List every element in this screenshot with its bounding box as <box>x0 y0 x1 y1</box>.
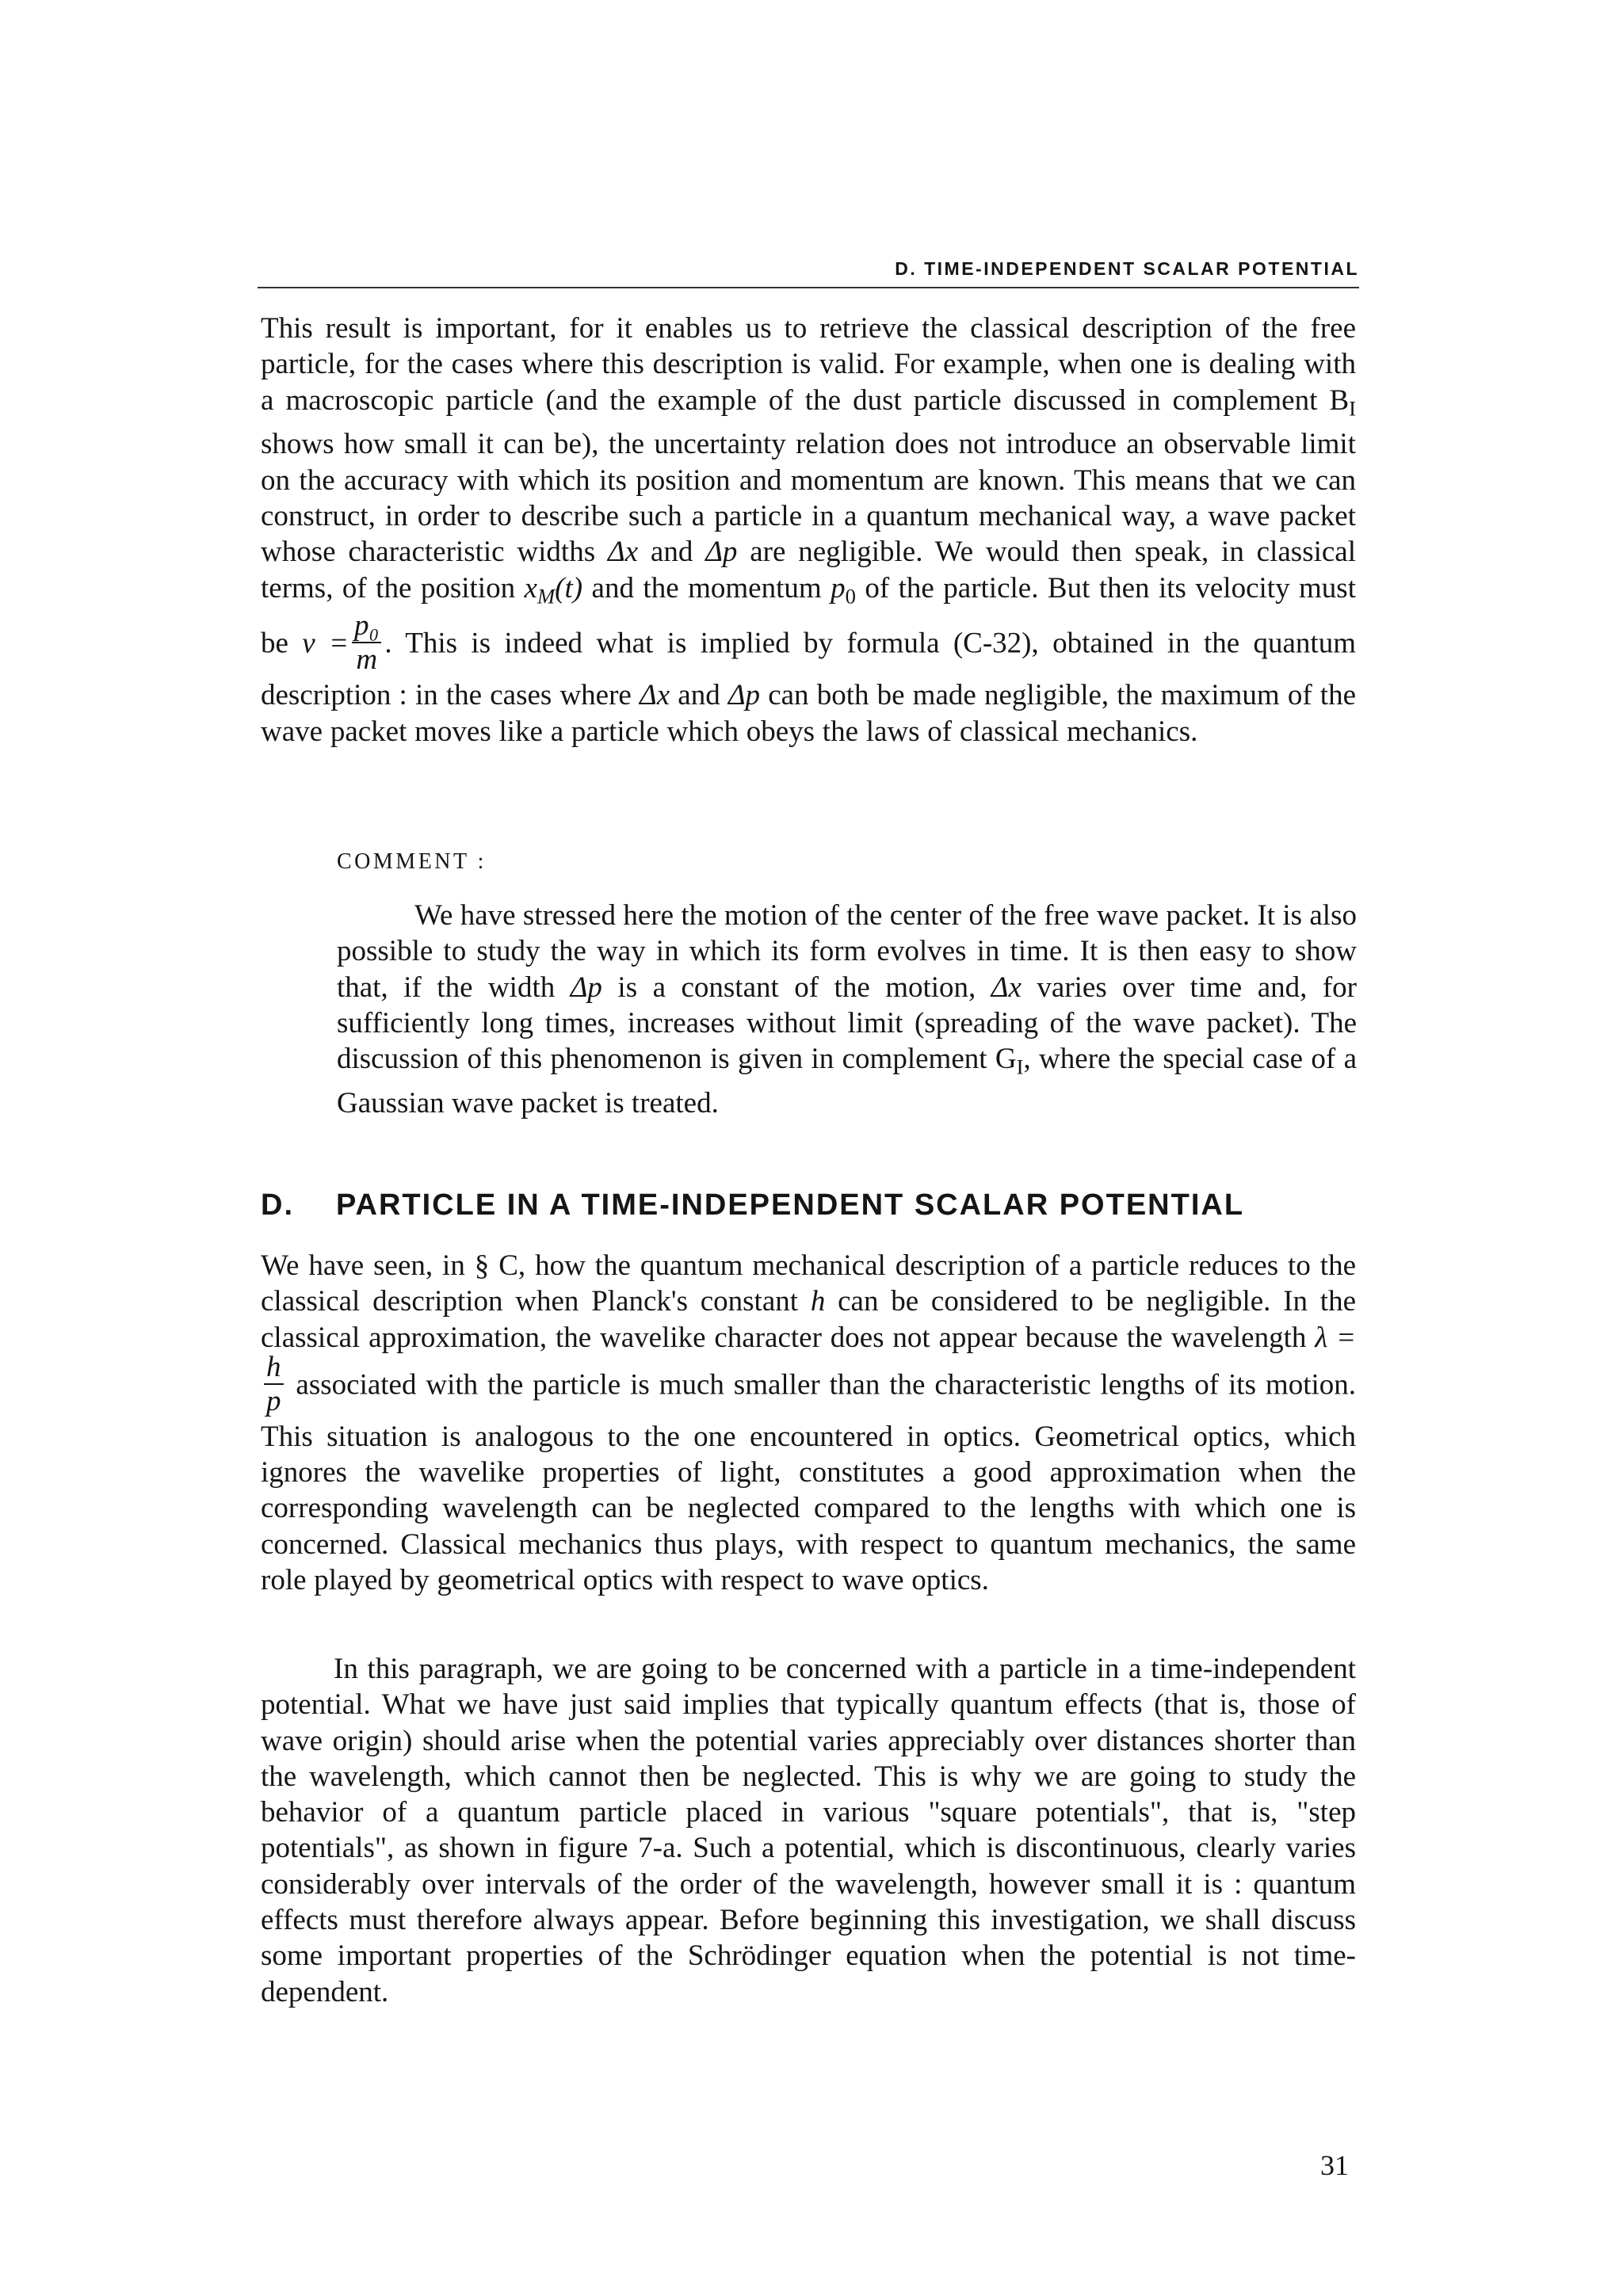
comment-body <box>337 898 1357 1121</box>
running-header <box>258 258 1359 288</box>
p1-text-i: and <box>670 679 728 712</box>
p1-subscript-b: I <box>1349 396 1356 421</box>
p1-delta-p-2: Δp <box>727 679 761 712</box>
comment-label: COMMENT : <box>337 849 487 874</box>
wavelength-fraction-numerator: h <box>264 1352 284 1385</box>
p1-text-e: are negligible. We would then speak, in classical terms, of the position <box>261 536 1356 605</box>
p2-text-c: associated with the particle is much smaller than the characteristic lengths of its motion. This situation is analogous to the one encountered in optics. Geometrical optics, which ignores the wavelike properties of light, constitutes a good approximation when the corresponding wavelength can be neglected compared to the lengths with which one is concerned. Classical mechanics thus plays, with respect to quantum mechanics, the same role played by geometrical optics with respect to wave optics. <box>261 1368 1356 1597</box>
wavelength-fraction-denominator: p <box>266 1384 281 1417</box>
p1-text-g: of the particle. But then its velocity must be <box>261 571 1356 660</box>
comment-delta-p: Δp <box>570 971 602 1004</box>
p1-xm-base: x <box>524 571 537 605</box>
comment-text-b: is a constant of the motion, <box>601 971 991 1004</box>
wavelength-fraction <box>264 1352 284 1416</box>
p1-text-d: and <box>638 536 706 569</box>
section-heading <box>261 1188 1244 1222</box>
paragraph-classical-limit <box>261 311 1356 749</box>
velocity-equation-lhs: v = <box>302 627 349 660</box>
p1-delta-x-2: Δx <box>639 679 670 712</box>
p1-p0-base: p <box>831 571 846 605</box>
p1-text-c: shows how small it can be), the uncertainty relation does not introduce an observable limit on the accuracy with which its position and momentum are known. This means that we can construct, in order to describe such a particle in a quantum mechanical way, a wave packet whose characteristic widths <box>261 428 1356 569</box>
section-title: PARTICLE IN A TIME-INDEPENDENT SCALAR POTENTIAL <box>336 1188 1245 1222</box>
p1-text-j: can both be made negligible, the maximum of the wave packet moves like a particle which obeys the laws of classical mechanics. <box>261 679 1356 748</box>
p1-xm-argument: (t) <box>555 571 583 605</box>
velocity-fraction <box>352 609 381 677</box>
running-header-text: D. TIME-INDEPENDENT SCALAR POTENTIAL <box>895 258 1359 279</box>
velocity-fraction-numerator: p₀ <box>352 611 381 643</box>
comment-text-d: , where the special case of a Gaussian wave packet is treated. <box>337 1043 1357 1119</box>
paragraph-geometrical-optics <box>261 1248 1356 1598</box>
comment-text-c: varies over time and, for sufficiently long times, increases without limit (spreading of the wave packet). The discussion of this phenomenon is given in complement G <box>337 971 1357 1076</box>
p1-text-a: This result is important, for it enables us to retrieve the classical description of the free particle, for the cases where this description is valid. For example, when one is dealing with a macroscopic particle (and the example of the dust particle discussed in complement B <box>261 312 1356 417</box>
p1-delta-x: Δx <box>607 536 639 569</box>
p1-text-f: and the momentum <box>582 571 831 605</box>
velocity-fraction-denominator: m <box>356 643 378 677</box>
p2-text-b: can be considered to be negligible. In the classical approximation, the wavelike character does not appear because the wavelength <box>261 1285 1356 1354</box>
page-number: 31 <box>1320 2149 1349 2181</box>
section-number: D. <box>261 1188 294 1222</box>
p1-text-h: . This is indeed what is implied by formula (C-32), obtained in the quantum description : in the cases where <box>261 627 1356 712</box>
p1-delta-p: Δp <box>705 536 738 569</box>
p2-text-a: We have seen, in § C, how the quantum mechanical description of a particle reduces to the classical description when Planck's constant <box>261 1249 1356 1318</box>
comment-delta-x: Δx <box>991 971 1022 1004</box>
wavelength-equation-lhs: λ = <box>1315 1321 1356 1354</box>
p1-xm-subscript: M <box>537 583 556 608</box>
comment-text-a: We have stressed here the motion of the center of the free wave packet. It is also possible to study the way in which its form evolves in time. It is then easy to show that, if the width <box>337 899 1357 1004</box>
paragraph-square-potentials: In this paragraph, we are going to be concerned with a particle in a time-independent potential. What we have just said implies that typically quantum effects (that is, those of wave origin) should arise when the potential varies appreciably over distances shorter than the wavelength, which cannot then be neglected. This is why we are going to study the behavior of a quantum particle placed in various "square potentials", that is, "step potentials", as shown in figure 7-a. Such a potential, which is discontinuous, clearly varies considerably over intervals of the order of the wavelength, however small it is : quantum effects must therefore always appear. Before beginning this investigation, we shall discuss some important properties of the Schrödinger equation when the potential is not time-dependent. <box>261 1653 1356 2008</box>
comment-subscript-g: I <box>1016 1055 1024 1079</box>
planck-constant-symbol: h <box>810 1285 826 1318</box>
p1-p0-subscript: 0 <box>845 583 856 608</box>
